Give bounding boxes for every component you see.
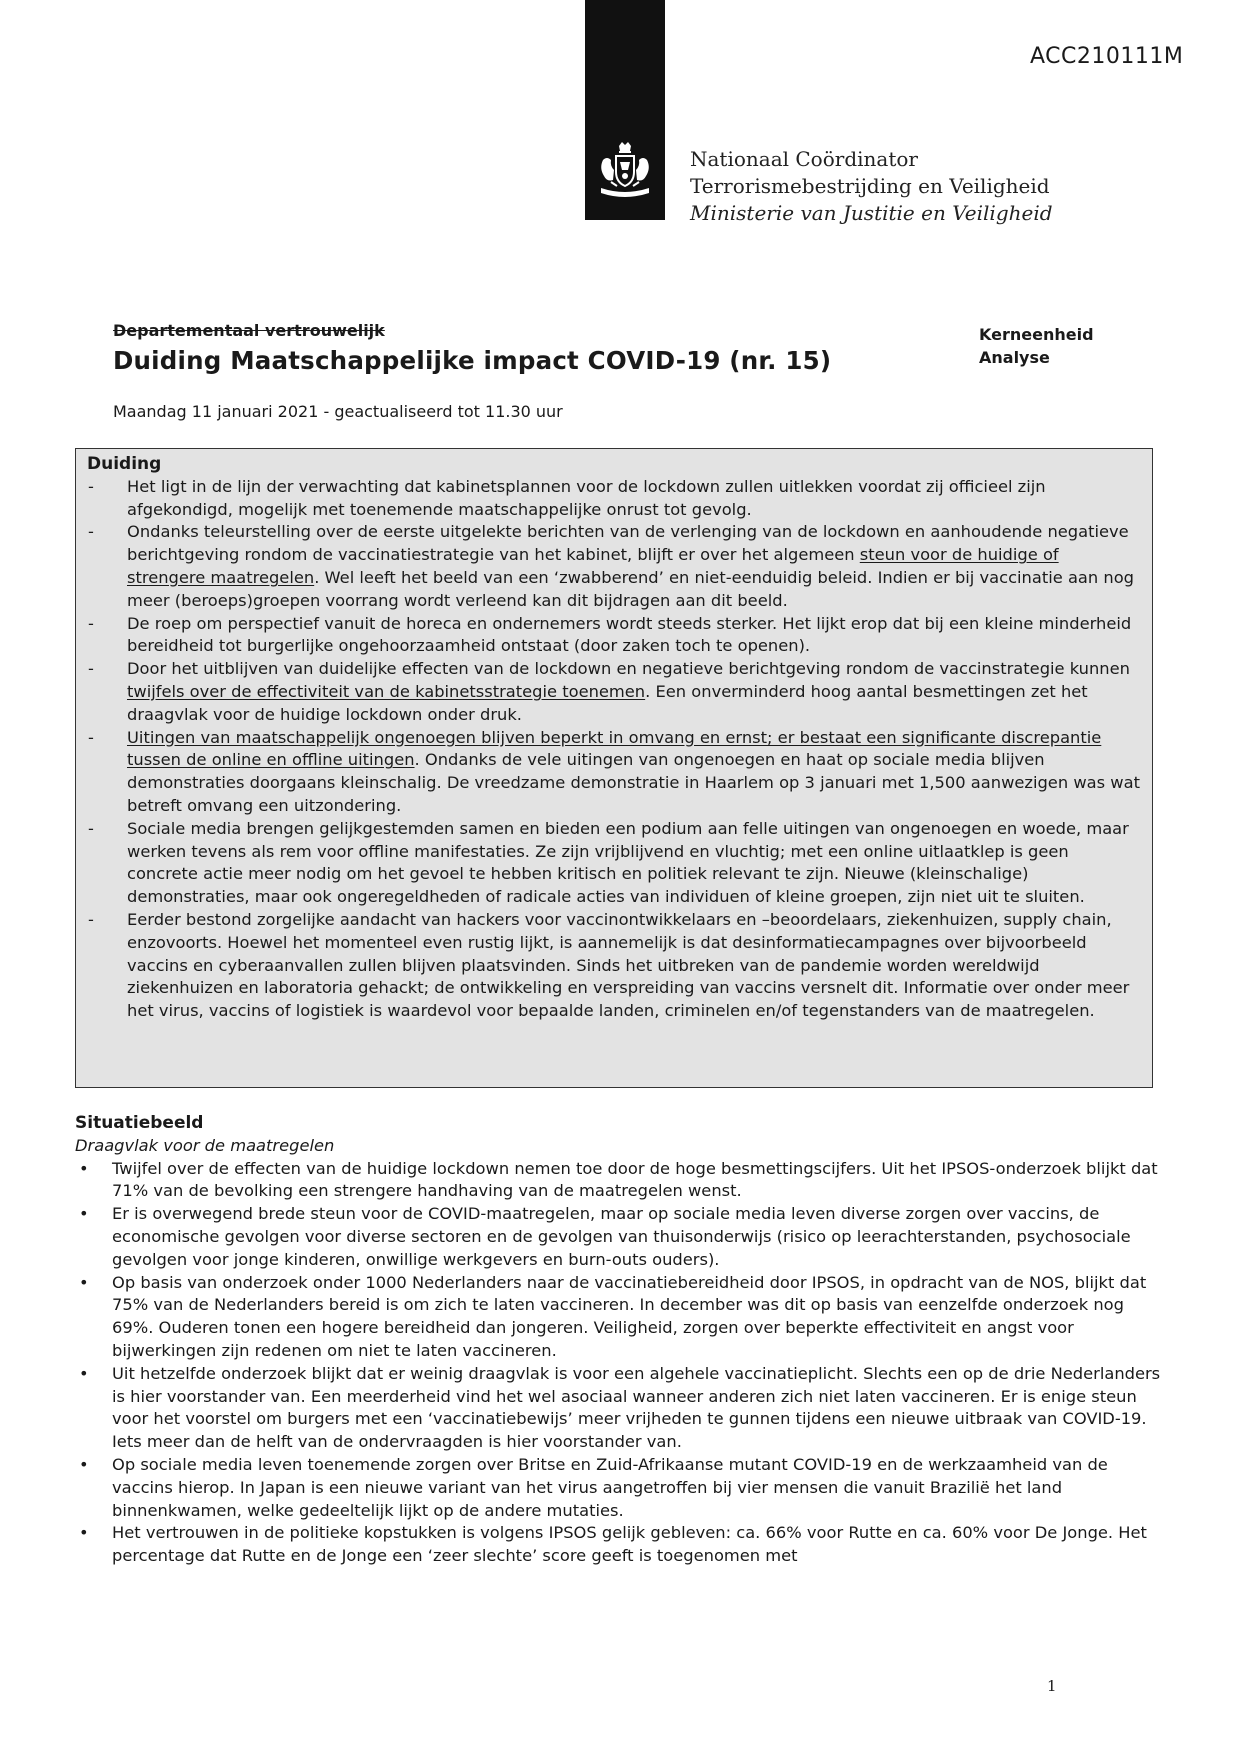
- duiding-item: [87, 613, 1140, 659]
- dash-marker: -: [88, 476, 94, 496]
- bullet-marker: •: [79, 1204, 89, 1224]
- situatie-item: [75, 1272, 1165, 1363]
- department-line2: Analyse: [979, 348, 1050, 367]
- duiding-item: [87, 818, 1140, 909]
- organization-block: [690, 146, 1053, 227]
- dash-marker: -: [88, 727, 94, 747]
- document-id: ACC210111M: [1030, 44, 1184, 69]
- duiding-item: [87, 909, 1140, 1023]
- item-text: Uit hetzelfde onderzoek blijkt dat er weinig draagvlak is voor een algehele vaccinatieplicht. Slechts een op de drie Nederlanders is hier voorstander van. Een meerderheid vind het wel asociaal wanneer anderen zich niet laten vaccineren. Er is enige steun voor het voorstel om burgers met een ‘vaccinatiebewijs’ meer vrijheden te gunnen tijdens een nieuwe uitbraak van COVID-19. Iets meer dan de helft van de ondervraagden is hier voorstander van.: [112, 1363, 1161, 1452]
- underlined-text: Uitingen van maatschappelijk ongenoegen blijven beperkt in omvang en ernst; er bestaat een significante discrepantie tussen de online en offline uitingen: [127, 727, 1102, 770]
- item-text: Eerder bestond zorgelijke aandacht van hackers voor vaccinontwikkelaars en –beoordelaars, ziekenhuizen, supply chain, enzovoorts. Hoewel het momenteel even rustig lijkt, is aannemelijk is dat desinformatiecampagnes over bijvoorbeeld vaccins en cyberaanvallen zullen blijven plaatsvinden. Sinds het uitbreken van de pandemie worden wereldwijd ziekenhuizen en laboratoria gehackt; de ontwikkeling en verspreiding van vaccins versnelt dit. Informatie over onder meer het virus, vaccins of logistiek is waardevol voor bepaalde landen, criminelen en/of tegenstanders van de maatregelen.: [127, 909, 1130, 1021]
- ministry-name: Ministerie van Justitie en Veiligheid: [690, 201, 1053, 225]
- item-text: Sociale media brengen gelijkgestemden samen en bieden een podium aan felle uitingen van ongenoegen en woede, maar werken tevens als rem voor offline manifestaties. Ze zijn vrijblijvend en vluchtig; met een online uitlaatklep is geen concrete actie meer nodig om het gevoel te hebben kritisch en politiek relevant te zijn. Nieuwe (kleinschalige) demonstraties, maar ook ongeregeldheden of radicale acties van individuen of kleine groepen, zijn niet uit te sluiten.: [127, 818, 1129, 907]
- coat-of-arms-icon: [595, 140, 655, 202]
- dash-marker: -: [88, 522, 94, 542]
- situatie-item: [75, 1363, 1165, 1454]
- item-text: . Ondanks de vele uitingen van ongenoegen en haat op sociale media blijven demonstraties doorgaans kleinschalig. De vreedzame demonstratie in Haarlem op 3 januari met 1,500 aanwezigen was wat betreft omvang een uitzondering.: [127, 750, 1140, 815]
- dash-marker: -: [88, 613, 94, 633]
- department-label: [979, 323, 1094, 369]
- org-name-line2: Terrorismebestrijding en Veiligheid: [690, 174, 1050, 198]
- situatie-item: [75, 1158, 1165, 1204]
- situatiebeeld-section: [75, 1112, 1165, 1568]
- item-text: Het vertrouwen in de politieke kopstukken is volgens IPSOS gelijk gebleven: ca. 66% voor Rutte en ca. 60% voor De Jonge. Het percentage dat Rutte en de Jonge een ‘zeer slechte’ score geeft is toegenomen met: [112, 1523, 1147, 1566]
- item-text: Op sociale media leven toenemende zorgen over Britse en Zuid-Afrikaanse mutant COVID-19 en de werkzaamheid van de vaccins hierop. In Japan is een nieuwe variant van het virus aangetroffen bij vier mensen die vanuit Brazilië het land binnenkwamen, welke gedeeltelijk lijkt op de andere mutaties.: [112, 1454, 1108, 1520]
- item-text: Op basis van onderzoek onder 1000 Nederlanders naar de vaccinatiebereidheid door IPSOS, in opdracht van de NOS, blijkt dat 75% van de Nederlanders bereid is om zich te laten vaccineren. In december was dit op basis van eenzelfde onderzoek nog 69%. Ouderen tonen een hogere bereidheid dan jongeren. Veiligheid, zorgen over beperkte effectiviteit en angst voor bijwerkingen zijn redenen om niet te laten vaccineren.: [112, 1272, 1147, 1360]
- page-title: Duiding Maatschappelijke impact COVID-19 (nr. 15): [113, 346, 832, 375]
- underlined-text: twijfels over de effectiviteit van de kabinetsstrategie toenemen: [127, 681, 646, 701]
- bullet-marker: •: [79, 1158, 89, 1178]
- duiding-box: [75, 448, 1153, 1088]
- situatiebeeld-heading: Situatiebeeld: [75, 1113, 204, 1133]
- duiding-item: [87, 727, 1140, 818]
- item-text: . Wel leeft het beeld van een ‘zwabberend’ en niet-eenduidig beleid. Indien er bij vaccinatie aan nog meer (beroeps)groepen voorrang wordt verleend kan dit bijdragen aan dit beeld.: [127, 567, 1135, 610]
- duiding-item: [87, 476, 1140, 522]
- situatiebeeld-list: [75, 1158, 1165, 1568]
- situatie-item: [75, 1203, 1165, 1271]
- bullet-marker: •: [79, 1363, 89, 1383]
- situatiebeeld-subheading: Draagvlak voor de maatregelen: [75, 1135, 335, 1155]
- dash-marker: -: [88, 659, 94, 679]
- item-text: Twijfel over de effecten van de huidige lockdown nemen toe door de hoge besmettingscijfers. Uit het IPSOS-onderzoek blijkt dat 71% van de bevolking een strengere handhaving van de maatregelen wenst.: [112, 1158, 1158, 1201]
- duiding-item: [87, 521, 1140, 612]
- situatie-item: [75, 1522, 1165, 1568]
- bullet-marker: •: [79, 1523, 89, 1543]
- page-number: 1: [1047, 1677, 1057, 1695]
- bullet-marker: •: [79, 1454, 89, 1474]
- bullet-marker: •: [79, 1272, 89, 1292]
- logo-band: [585, 0, 665, 220]
- department-line1: Kerneenheid: [979, 325, 1094, 344]
- org-name-line1: Nationaal Coördinator: [690, 147, 918, 171]
- duiding-heading: Duiding: [87, 454, 162, 474]
- duiding-item: [87, 658, 1140, 726]
- dash-marker: -: [88, 909, 94, 929]
- item-text: Het ligt in de lijn der verwachting dat kabinetsplannen voor de lockdown zullen uitlekken voordat zij officieel zijn afgekondigd, mogelijk met toenemende maatschappelijke onrust tot gevolg.: [127, 476, 1046, 519]
- item-text: De roep om perspectief vanuit de horeca en ondernemers wordt steeds sterker. Het lijkt erop dat bij een kleine minderheid bereidheid tot burgerlijke ongehoorzaamheid ontstaat (door zaken toch te openen).: [127, 613, 1132, 656]
- situatie-item: [75, 1454, 1165, 1522]
- underlined-text: steun voor de huidige of strengere maatregelen: [127, 545, 1059, 587]
- item-text: Er is overwegend brede steun voor de COVID-maatregelen, maar op sociale media leven diverse zorgen over vaccins, de economische gevolgen voor diverse sectoren en de gevolgen van thuisonderwijs (risico op leerachterstanden, psychosociale gevolgen voor jonge kinderen, onwillige werkgevers en burn-outs ouders).: [112, 1204, 1131, 1269]
- classification-label: Departementaal vertrouwelijk: [113, 321, 385, 340]
- item-text: . Een onverminderd hoog aantal besmettingen zet het draagvlak voor de huidige lockdown onder druk.: [127, 681, 1088, 724]
- item-text: Door het uitblijven van duidelijke effecten van de lockdown en negatieve berichtgeving rondom de vaccinstrategie kunnen: [127, 659, 1130, 679]
- dash-marker: -: [88, 818, 94, 838]
- document-date: Maandag 11 januari 2021 - geactualiseerd tot 11.30 uur: [113, 402, 563, 421]
- item-text: Ondanks teleurstelling over de eerste uitgelekte berichten van de verlenging van de lockdown en aanhoudende negatieve berichtgeving rondom de vaccinatiestrategie van het kabinet, blijft er over het algemeen: [127, 522, 1129, 565]
- duiding-list: [87, 476, 1140, 1023]
